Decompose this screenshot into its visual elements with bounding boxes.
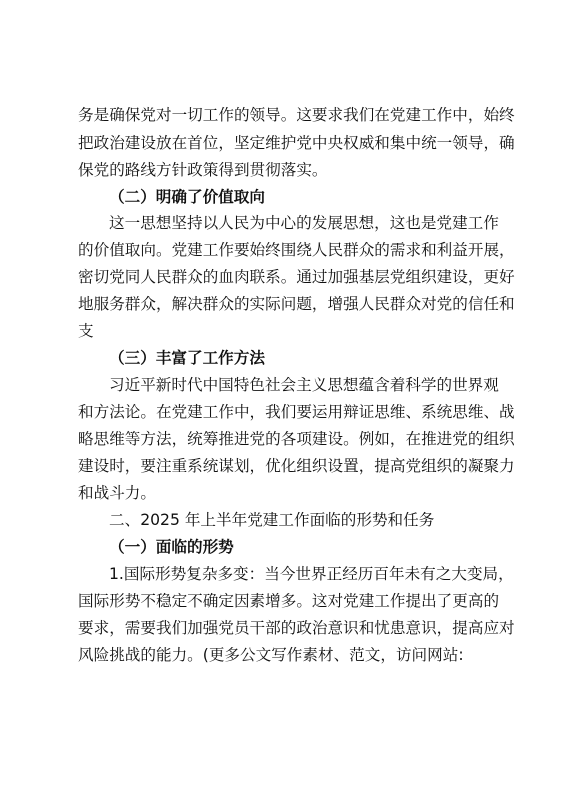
body-line: 地服务群众，解决群众的实际问题，增强人民群众对党的信任和 [78,295,515,313]
body-line: 密切党同人民群众的血肉联系。通过加强基层党组织建设，更好 [78,268,515,286]
body-line: 略思维等方法，统筹推进党的各项建设。例如，在推进党的组织 [78,430,515,448]
body-line: 把政治建设放在首位，坚定维护党中央权威和集中统一领导，确 [78,134,515,152]
body-line: 国际形势不稳定不确定因素增多。这对党建工作提出了更高的 [78,592,500,610]
body-line: 要求，需要我们加强党员干部的政治意识和忧患意识，提高应对 [78,619,515,637]
body-line: 风险挑战的能力。(更多公文写作素材、范文，访问网站: [78,646,464,664]
section-heading: （三）丰富了工作方法 [109,349,265,367]
section-heading: （一）面临的形势 [109,538,234,556]
body-line: 这一思想坚持以人民为中心的发展思想，这也是党建工作 [109,214,499,232]
body-line: 保党的路线方针政策得到贯彻落实。 [78,161,328,179]
body-line: 的价值取向。党建工作要始终围绕人民群众的需求和利益开展， [78,241,515,259]
body-line: 支 [78,322,94,340]
chapter-heading: 二、2025 年上半年党建工作面临的形势和任务 [109,511,435,529]
body-line: 建设时，要注重系统谋划，优化组织设置，提高党组织的凝聚力 [78,457,515,475]
body-line: 和方法论。在党建工作中，我们要运用辩证思维、系统思维、战 [78,403,515,421]
body-line: 和战斗力。 [78,484,156,502]
body-line: 1.国际形势复杂多变：当今世界正经历百年未有之大变局， [109,565,514,583]
body-line: 习近平新时代中国特色社会主义思想蕴含着科学的世界观 [109,376,499,394]
section-heading: （二）明确了价值取向 [109,188,265,206]
body-line: 务是确保党对一切工作的领导。这要求我们在党建工作中，始终 [78,106,515,124]
